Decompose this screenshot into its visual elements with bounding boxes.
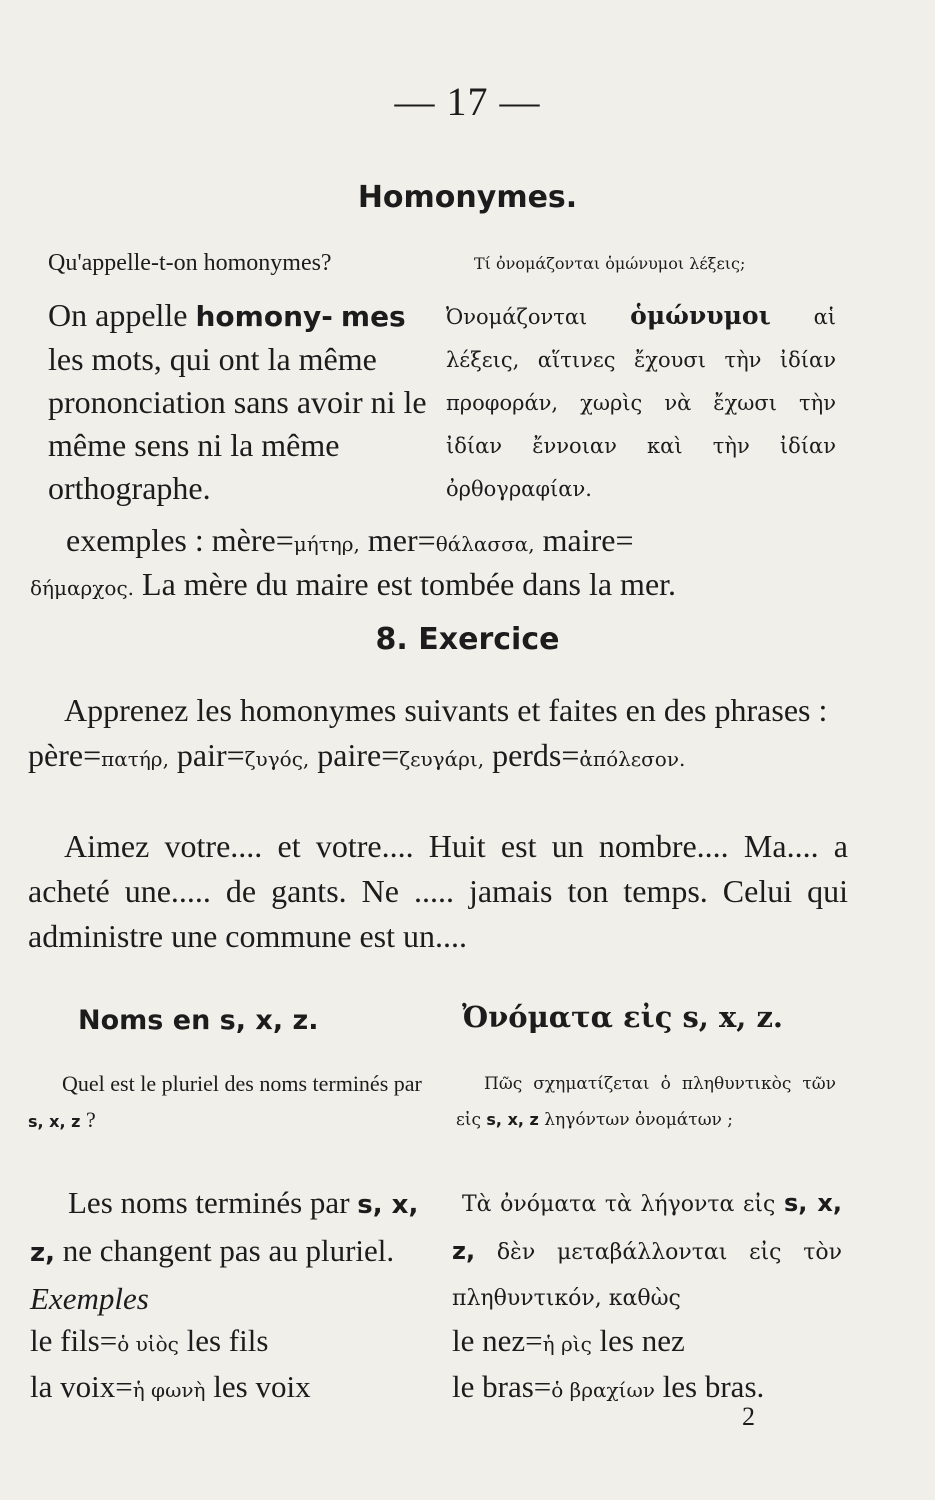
question2-fr: [28, 1066, 428, 1140]
example-voix-a: la voix=: [30, 1369, 133, 1404]
instr-perds-gr: ἀπόλεσον.: [579, 747, 686, 771]
example-bras-a: le bras=: [452, 1369, 552, 1404]
answer-fr: [48, 294, 428, 510]
section-title-onomata: Ὀνόματα εἰς s, x, z.: [462, 1000, 784, 1034]
question2-fr-b: s, x, z: [28, 1112, 81, 1131]
exercise-instructions: [28, 688, 848, 782]
answer-fr-term: homony-: [195, 300, 333, 333]
example-fils: [30, 1318, 268, 1367]
question2-fr-c: ?: [80, 1107, 96, 1132]
example-voix-b: les voix: [205, 1369, 311, 1404]
answer-gr-term: ὁμώνυμοι: [630, 301, 771, 330]
question-fr: Qu'appelle-t-on homonymes?: [48, 250, 332, 276]
example-bras-b: les bras.: [654, 1369, 765, 1404]
example-fils-gr: ὁ υἱὸς: [117, 1332, 179, 1356]
answer2-gr-b: s, x, z,: [452, 1189, 842, 1265]
question2-gr: [456, 1066, 836, 1138]
answer2-gr-c: δὲν μεταβάλλονται εἰς τὸν πληθυντικόν, καθὼς: [452, 1240, 842, 1311]
example-fils-b: les fils: [178, 1323, 269, 1358]
answer2-fr-c: ne changent pas au pluriel.: [55, 1233, 395, 1268]
answer-fr-lead: On appelle: [48, 297, 196, 333]
example-mere-gr: μήτηρ,: [293, 532, 360, 556]
example-fils-a: le fils=: [30, 1323, 118, 1358]
answer2-fr-b: s, x, z,: [30, 1190, 419, 1268]
example-nez-a: le nez=: [452, 1323, 543, 1358]
exercise-title: 8. Exercice: [375, 622, 560, 657]
answer-gr-lead: Ὀνομάζονται: [446, 305, 631, 329]
answer2-fr-d: Exemples: [30, 1281, 149, 1316]
example-mer: mer=: [359, 522, 436, 558]
page-number: — 17 —: [394, 79, 541, 124]
example-nez-gr: ἡ ρὶς: [542, 1332, 592, 1356]
example-voix-gr: ἡ φωνὴ: [132, 1378, 206, 1402]
answer2-gr-a: Τὰ ὀνόματα τὰ λήγοντα εἰς: [462, 1192, 784, 1217]
example-bras-gr: ὁ βραχίων: [551, 1378, 655, 1402]
instr-pair-gr: ζυγός,: [244, 747, 310, 771]
question2-gr-b: s, x, z: [486, 1110, 539, 1129]
answer2-gr: [452, 1180, 842, 1322]
example-nez-b: les nez: [591, 1323, 685, 1358]
answer2-fr-a: Les noms terminés par: [68, 1185, 358, 1220]
question-gr: Τί ὀνομάζονται ὁμώνυμοι λέξεις;: [474, 254, 746, 273]
answer-fr-term-end: mes: [340, 300, 406, 333]
instr-perds: perds=: [484, 737, 580, 773]
section-title-noms: Noms en s, x, z.: [78, 1005, 319, 1036]
signature-mark: 2: [742, 1402, 755, 1431]
example-maire: maire=: [534, 522, 634, 558]
instr-pere-gr: πατήρ,: [101, 747, 169, 771]
examples-line-1: [66, 522, 633, 559]
example-mer-gr: θάλασσα,: [435, 532, 535, 556]
example-mere: exemples : mère=: [66, 522, 294, 558]
example-sentence: La mère du maire est tombée dans la mer.: [134, 566, 677, 602]
examples-line-2: [30, 566, 676, 603]
example-bras: [452, 1364, 764, 1413]
question2-gr-c: ληγόντων ὀνομάτων ;: [538, 1110, 734, 1130]
answer-fr-rest: les mots, qui ont la même prononciation sans avoir ni le même sens ni la même orthographe.: [48, 341, 427, 506]
example-voix: [30, 1364, 311, 1413]
instr-pair: pair=: [168, 737, 245, 773]
answer2-fr: [30, 1180, 420, 1322]
question2-fr-a: Quel est le pluriel des noms terminés par: [62, 1071, 422, 1096]
exercise-sentences: Aimez votre.... et votre.... Huit est un nombre.... Ma.... a acheté une..... de gants. Ne ..... jamais ton temps. Celui qui administre une commune est un....: [28, 828, 848, 954]
instr-paire-gr: ζευγάρι,: [399, 747, 485, 771]
question2-gr-a: Πῶς σχηματίζεται ὁ πληθυντικὸς τῶν εἰς: [456, 1074, 836, 1130]
example-nez: [452, 1318, 685, 1367]
instr-pere: Apprenez les homonymes suivants et faites en des phrases : père=: [28, 692, 828, 773]
answer-gr: [446, 294, 836, 511]
section-title-homonymes: Homonymes.: [357, 180, 578, 215]
answer-gr-rest: αἱ λέξεις, αἵτινες ἔχουσι τὴν ἰδίαν προφοράν, χωρὶς νὰ ἔχωσι τὴν ἰδίαν ἔννοιαν καὶ τὴν ἰδίαν ὀρθογραφίαν.: [446, 305, 836, 501]
instr-paire: paire=: [309, 737, 400, 773]
example-maire-gr: δήμαρχος.: [30, 576, 135, 600]
